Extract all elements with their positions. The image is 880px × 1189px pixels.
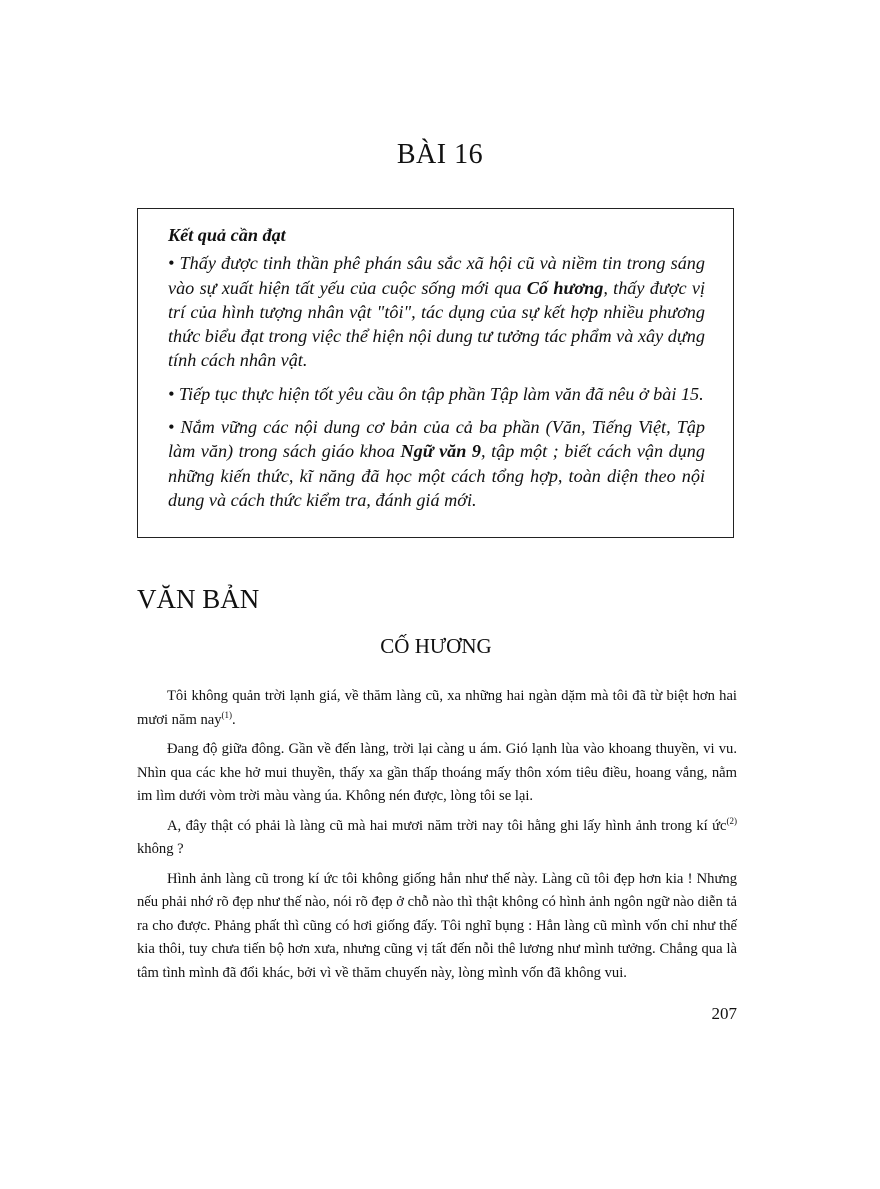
- goal-item: [168, 415, 705, 512]
- goal-item: [168, 382, 705, 406]
- bullet-icon: •: [168, 383, 175, 404]
- goal-text: , tập một ; biết cách vận dụng những kiến thức, kĩ năng đã học một cách tổng hợp, toàn diện theo nội dung và cách thức kiểm tra, đánh giá mới.: [168, 441, 705, 510]
- book-reference: Ngữ văn 9: [400, 441, 482, 462]
- bullet-icon: •: [168, 417, 175, 438]
- paragraph-text: .: [232, 711, 236, 728]
- paragraph: Hình ảnh làng cũ trong kí ức tôi không giống hẳn như thế này. Làng cũ tôi đẹp hơn kia ! Nhưng nếu phải nhớ rõ đẹp như thế nào, nói rõ đẹp ở chỗ nào thì thật không có hình ảnh ngôn ngữ nào diễn tả ra cho được. Phảng phất thì cũng có hơi giống đấy. Tôi nghĩ bụng : Hẳn làng cũ mình vốn chỉ như thế kia thôi, tuy chưa tiến bộ hơn xưa, nhưng cũng vị tất đến nỗi thê lương như mình tưởng. Chẳng qua là tâm tình mình đã đổi khác, bởi vì về thăm chuyến này, lòng mình vốn đã không vui.: [137, 870, 737, 981]
- goal-text: Thấy được tinh thần phê phán sâu sắc xã hội cũ và niềm tin trong sáng vào sự xuất hiện tất yếu của cuộc sống mới qua: [168, 253, 705, 298]
- work-reference: Cố hương: [526, 277, 604, 298]
- bullet-icon: •: [168, 253, 175, 274]
- page-number: 207: [711, 1004, 737, 1023]
- paragraph: [137, 685, 737, 732]
- goal-text: Nắm vững các nội dung cơ bản của cả ba phần (Văn, Tiếng Việt, Tập làm văn) trong sách giáo khoa: [168, 417, 705, 462]
- goal-text: , thấy được vị trí của hình tượng nhân vật "tôi", tác dụng của sự kết hợp nhiều phương thức biểu đạt trong việc thể hiện nội dung tư tưởng tác phẩm và xây dựng tính cách nhân vật.: [168, 277, 705, 371]
- work-title: CỐ HƯƠNG: [380, 634, 492, 658]
- lesson-title: BÀI 16: [396, 139, 484, 170]
- paragraph: [137, 815, 737, 862]
- learning-goals-box: [137, 208, 734, 538]
- paragraph-text: A, đây thật có phải là làng cũ mà hai mươi năm trời nay tôi hằng ghi lấy hình ảnh trong kí ức: [167, 817, 727, 834]
- footnote-ref[interactable]: (2): [726, 815, 737, 826]
- story-text: [137, 685, 737, 991]
- goals-heading: Kết quả cần đạt: [168, 225, 286, 245]
- footnote-ref[interactable]: (1): [221, 709, 233, 720]
- goal-item: [168, 251, 705, 372]
- paragraph-text: Tôi không quản trời lạnh giá, về thăm làng cũ, xa những hai ngàn dặm mà tôi đã từ biệt hơn hai mươi năm nay: [137, 688, 737, 728]
- section-title: VĂN BẢN: [137, 584, 260, 614]
- goal-text: Tiếp tục thực hiện tốt yêu cầu ôn tập phần Tập làm văn đã nêu ở bài 15.: [178, 383, 704, 404]
- paragraph: Đang độ giữa đông. Gần về đến làng, trời lại càng u ám. Gió lạnh lùa vào khoang thuyền, vi vu. Nhìn qua các khe hở mui thuyền, thấy xa gần thấp thoáng mấy thôn xóm tiêu điều, hoang vắng, nằm im lìm dưới vòm trời màu vàng úa. Không nén được, lòng tôi se lại.: [137, 741, 737, 804]
- paragraph-text: không ?: [137, 841, 184, 857]
